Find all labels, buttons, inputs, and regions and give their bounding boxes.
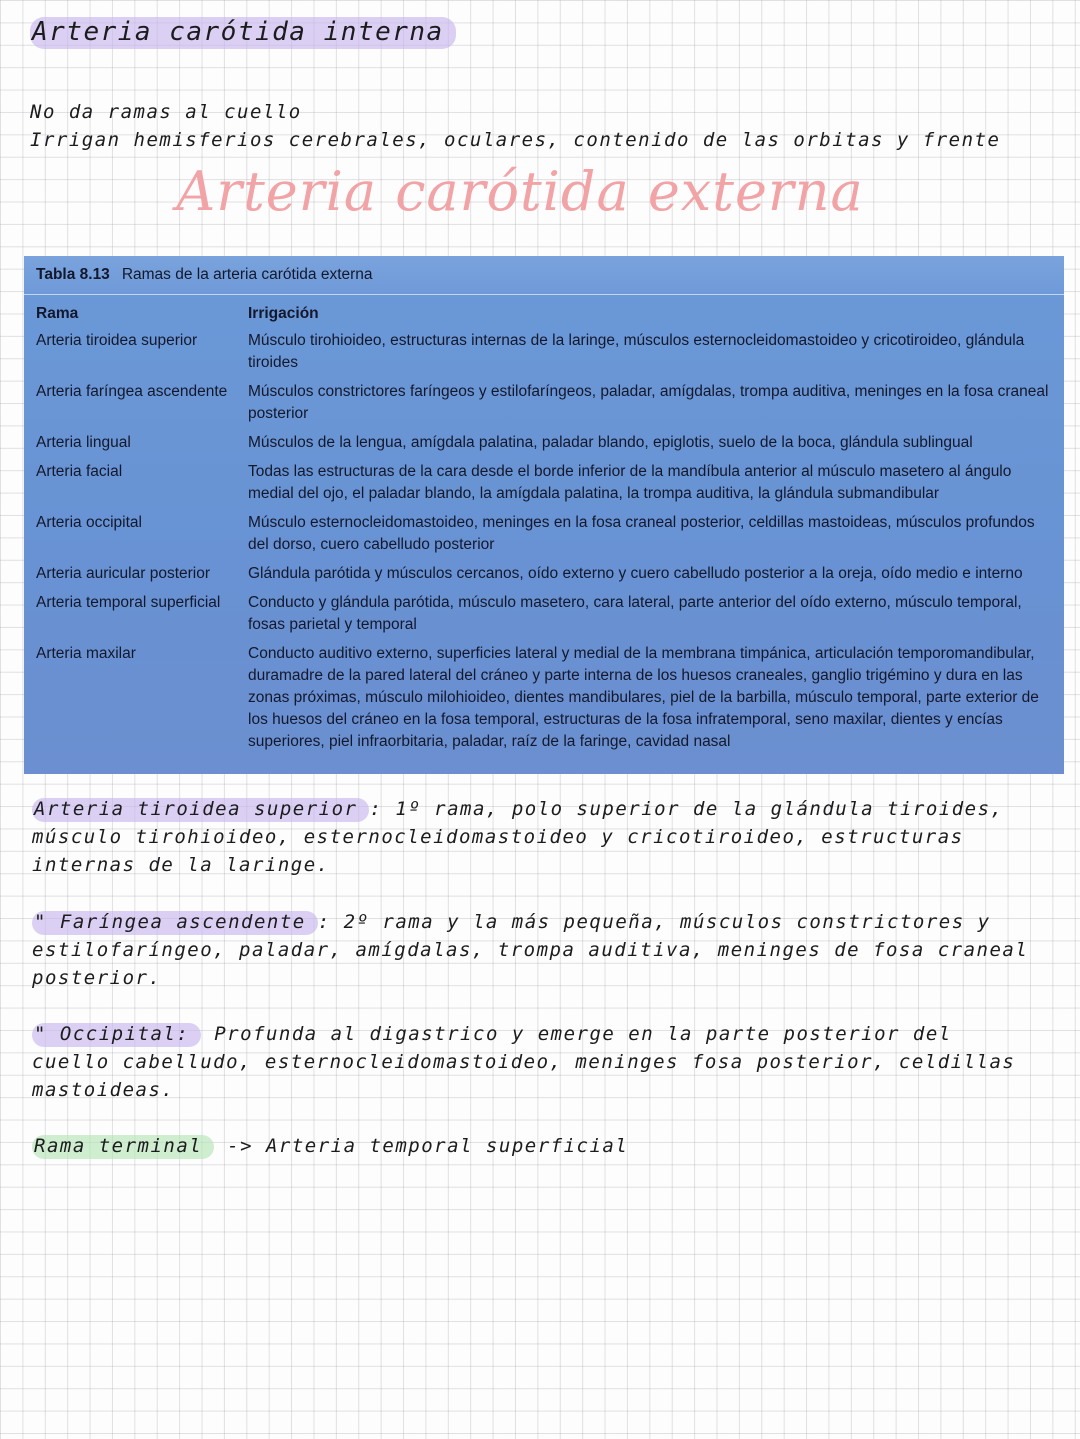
note-faringea-label: " Faríngea ascendente	[32, 911, 318, 935]
note-occipital-text: Profunda al digastrico y emerge en la parte posterior del cuello cabelludo, esternocleidomastoideo, meninges fosa posterior, celdillas mastoideas.	[32, 1023, 1016, 1101]
cell-irrigacion: Músculo tirohioideo, estructuras internas de la laringe, músculos esternocleidomastoideo y cricotiroideo, glándula tiroides	[248, 332, 1025, 371]
table-caption	[24, 256, 1064, 295]
table-row	[24, 458, 1064, 509]
table-row	[24, 509, 1064, 560]
cell-irrigacion: Músculos constrictores faríngeos y estilofaríngeos, paladar, amígdalas, trompa auditiva, meninges en la fosa craneal posterior	[248, 383, 1049, 422]
cell-irrigacion: Conducto auditivo externo, superficies lateral y medial de la membrana timpánica, articulación temporomandibular, duramadre de la pared lateral del cráneo y parte interna de los huesos craneales, ganglio trigémino y dura en las zonas próximas, músculo milohioideo, dientes mandibulares, piel de la barbilla, músculo temporal, parte exterior de los huesos del cráneo en la fosa temporal, estructuras de la fosa infratemporal, seno maxilar, dientes y encías superiores, piel infraorbitaria, paladar, raíz de la faringe, cavidad nasal	[248, 645, 1039, 750]
cell-rama: Arteria tiroidea superior	[36, 332, 198, 349]
cell-rama: Arteria lingual	[36, 434, 131, 451]
section-title: Arteria carótida externa	[176, 160, 864, 223]
note-tiroidea-label: Arteria tiroidea superior	[32, 798, 369, 822]
table-row	[24, 589, 1064, 640]
table-number: Tabla 8.13	[36, 266, 110, 283]
cell-irrigacion: Músculo esternocleidomastoideo, meninges en la fosa craneal posterior, celdillas mastoideas, músculos profundos del dorso, cuero cabelludo posterior	[248, 514, 1035, 553]
heading-highlight: Arteria carótida interna	[30, 17, 456, 49]
cell-irrigacion: Todas las estructuras de la cara desde el borde inferior de la mandíbula anterior al músculo masetero al ángulo medial del ojo, el paladar blando, la amígdala palatina, la trompa auditiva, la glándula submandibular	[248, 463, 1012, 502]
table-row	[24, 327, 1064, 378]
table-row	[24, 429, 1064, 458]
table-row	[24, 640, 1064, 757]
note-rama-terminal-label: Rama terminal	[32, 1135, 214, 1159]
cell-rama: Arteria auricular posterior	[36, 565, 211, 582]
note-tiroidea	[32, 795, 1042, 879]
note-rama-terminal-text: -> Arteria temporal superficial	[214, 1135, 629, 1157]
table-header-row	[24, 295, 1064, 327]
note-rama-terminal	[32, 1132, 1042, 1160]
table-row	[24, 560, 1064, 589]
cell-irrigacion: Conducto y glándula parótida, músculo masetero, cara lateral, parte anterior del oído externo, músculo temporal, fosas parietal y temporal	[248, 594, 1022, 633]
table-grid	[24, 295, 1064, 757]
note-occipital-label: " Occipital:	[32, 1023, 201, 1047]
note-line-2: Irrigan hemisferios cerebrales, oculares, contenido de las orbitas y frente	[30, 129, 1001, 151]
cell-rama: Arteria maxilar	[36, 645, 136, 662]
cell-irrigacion: Músculos de la lengua, amígdala palatina, paladar blando, epiglotis, suelo de la boca, glándula sublingual	[248, 434, 973, 451]
note-faringea	[32, 908, 1042, 992]
table-row	[24, 378, 1064, 429]
page-heading	[30, 18, 1050, 48]
cell-rama: Arteria faríngea ascendente	[36, 383, 228, 400]
cell-rama: Arteria temporal superficial	[36, 594, 221, 611]
note-tiroidea-text: : 1º rama, polo superior de la glándula tiroides, músculo tirohioideo, esternocleidomastoideo y cricotiroideo, estructuras internas de la laringe.	[32, 798, 1004, 876]
cell-irrigacion: Glándula parótida y músculos cercanos, oído externo y cuero cabelludo posterior a la oreja, oído medio e interno	[248, 565, 1023, 582]
table-title: Ramas de la arteria carótida externa	[121, 266, 373, 283]
note-faringea-text: : 2º rama y la más pequeña, músculos constrictores y estilofaríngeo, paladar, amígdalas, trompa auditiva, meninges de fosa craneal posterior.	[32, 911, 1029, 989]
col-header-irrigacion: Irrigación	[248, 305, 319, 322]
cell-rama: Arteria facial	[36, 463, 123, 480]
note-line-1: No da ramas al cuello	[30, 101, 302, 123]
note-occipital	[32, 1020, 1042, 1104]
col-header-rama: Rama	[36, 305, 79, 322]
cell-rama: Arteria occipital	[36, 514, 142, 531]
branches-table	[24, 256, 1064, 774]
